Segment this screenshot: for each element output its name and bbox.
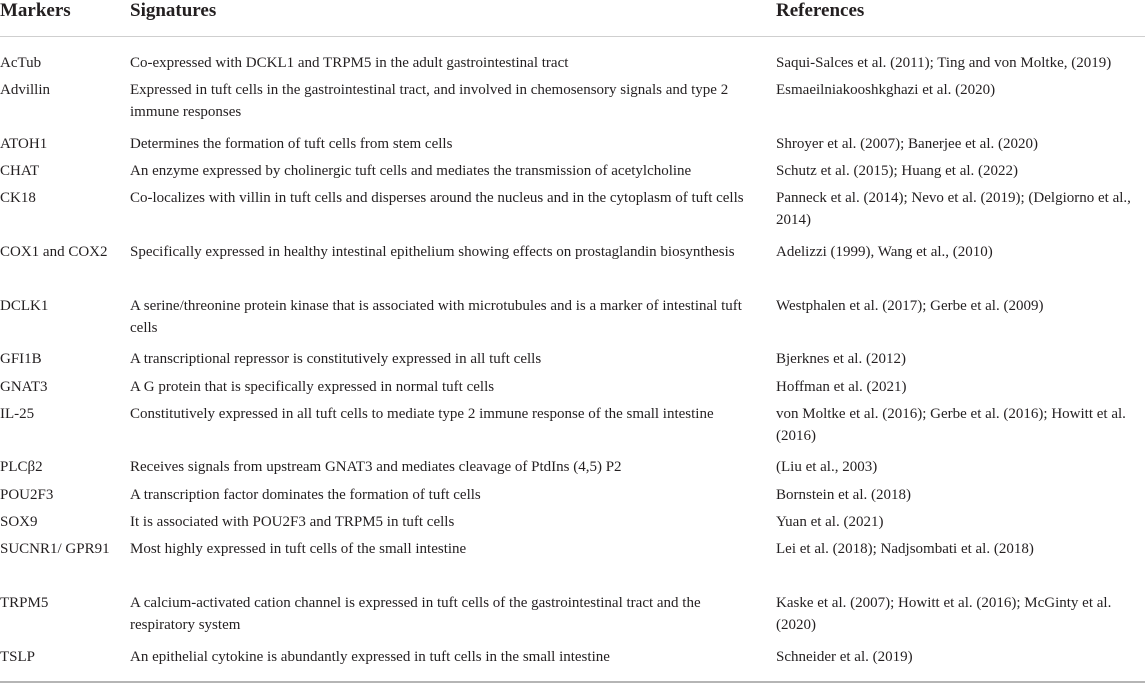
signature-cell: Specifically expressed in healthy intestinal epithelium showing effects on prostaglandin biosynthesis [130,244,735,261]
table-row [0,646,1145,673]
table-row [0,484,1145,511]
signature-cell: Co-expressed with DCKL1 and TRPM5 in the adult gastrointestinal tract [130,55,569,71]
signature-cell: A transcriptional repressor is constitutively expressed in all tuft cells [130,351,542,368]
header-divider [0,36,1145,37]
references-cell: Panneck et al. (2014); Nevo et al. (2019); (Delgiorno et al., 2014) [776,190,1131,229]
signature-cell: An epithelial cytokine is abundantly expressed in tuft cells in the small intestine [130,648,610,665]
table-row [0,376,1145,403]
signature-cell: A transcription factor dominates the formation of tuft cells [130,486,481,503]
references-cell: Bornstein et al. (2018) [776,486,911,503]
signature-cell: A calcium-activated cation channel is expressed in tuft cells of the gastrointestinal tract and the respiratory system [130,594,701,633]
table-bottom-rule [0,681,1145,683]
marker-cell: GFI1B [0,351,42,368]
marker-cell: CK18 [0,190,36,207]
table-row [0,295,1145,349]
references-cell: (Liu et al., 2003) [776,459,878,476]
references-cell: Westphalen et al. (2017); Gerbe et al. (2009) [776,297,1044,314]
marker-cell: SUCNR1/ GPR91 [0,541,110,558]
marker-cell: DCLK1 [0,297,49,314]
table-row [0,511,1145,538]
marker-cell: IL-25 [0,405,35,422]
references-cell: Kaske et al. (2007); Howitt et al. (2016); McGinty et al. (2020) [776,594,1112,633]
table-row [0,592,1145,646]
signature-cell: An enzyme expressed by cholinergic tuft cells and mediates the transmission of acetylcholine [130,163,692,180]
marker-cell: GNAT3 [0,378,48,395]
marker-cell: PLCβ2 [0,459,43,476]
references-cell: Bjerknes et al. (2012) [776,351,906,368]
table-body [0,52,1145,673]
header-signatures: Signatures [130,0,217,21]
signature-cell: Constitutively expressed in all tuft cells to mediate type 2 immune response of the small intestine [130,405,714,422]
marker-cell: COX1 and COX2 [0,244,108,261]
signature-cell: Determines the formation of tuft cells from stem cells [130,135,453,152]
marker-cell: Advillin [0,82,51,99]
marker-cell: SOX9 [0,514,38,531]
header-markers: Markers [0,0,71,21]
table-row [0,241,1145,295]
signature-cell: It is associated with POU2F3 and TRPM5 in tuft cells [130,514,455,531]
marker-cell: TSLP [0,648,36,665]
signature-cell: Expressed in tuft cells in the gastrointestinal tract, and involved in chemosensory signals and type 2 immune responses [130,82,729,121]
table-row [0,403,1145,457]
table-header [0,0,1145,37]
table-row [0,538,1145,592]
references-cell: Lei et al. (2018); Nadjsombati et al. (2018) [776,541,1034,558]
references-cell: Adelizzi (1999), Wang et al., (2010) [776,244,993,261]
table-row [0,133,1145,160]
header-references: References [776,0,865,21]
marker-cell: AcTub [0,55,42,71]
table-row [0,456,1145,483]
signature-cell: Co-localizes with villin in tuft cells and disperses around the nucleus and in the cytoplasm of tuft cells [130,190,744,207]
table-row [0,187,1145,241]
table-row [0,160,1145,187]
references-cell: Shroyer et al. (2007); Banerjee et al. (2020) [776,135,1038,152]
references-cell: Saqui-Salces et al. (2011); Ting and von Moltke, (2019) [776,55,1112,71]
signature-cell: A serine/threonine protein kinase that is associated with microtubules and is a marker of intestinal tuft cells [130,297,742,336]
marker-cell: TRPM5 [0,594,49,611]
signature-cell: Receives signals from upstream GNAT3 and mediates cleavage of PtdIns (4,5) P2 [130,459,622,476]
references-cell: Schutz et al. (2015); Huang et al. (2022) [776,163,1019,180]
references-cell: Hoffman et al. (2021) [776,378,907,395]
references-cell: Esmaeilniakooshkghazi et al. (2020) [776,82,996,99]
references-cell: Yuan et al. (2021) [776,514,884,531]
references-cell: von Moltke et al. (2016); Gerbe et al. (2016); Howitt et al. (2016) [776,405,1126,444]
marker-cell: ATOH1 [0,135,48,152]
signature-cell: A G protein that is specifically expressed in normal tuft cells [130,378,495,395]
table-row [0,79,1145,133]
table-row [0,348,1145,375]
marker-cell: POU2F3 [0,486,54,503]
references-cell: Schneider et al. (2019) [776,648,913,665]
table-row [0,52,1145,79]
marker-cell: CHAT [0,163,40,180]
signature-cell: Most highly expressed in tuft cells of the small intestine [130,541,467,558]
